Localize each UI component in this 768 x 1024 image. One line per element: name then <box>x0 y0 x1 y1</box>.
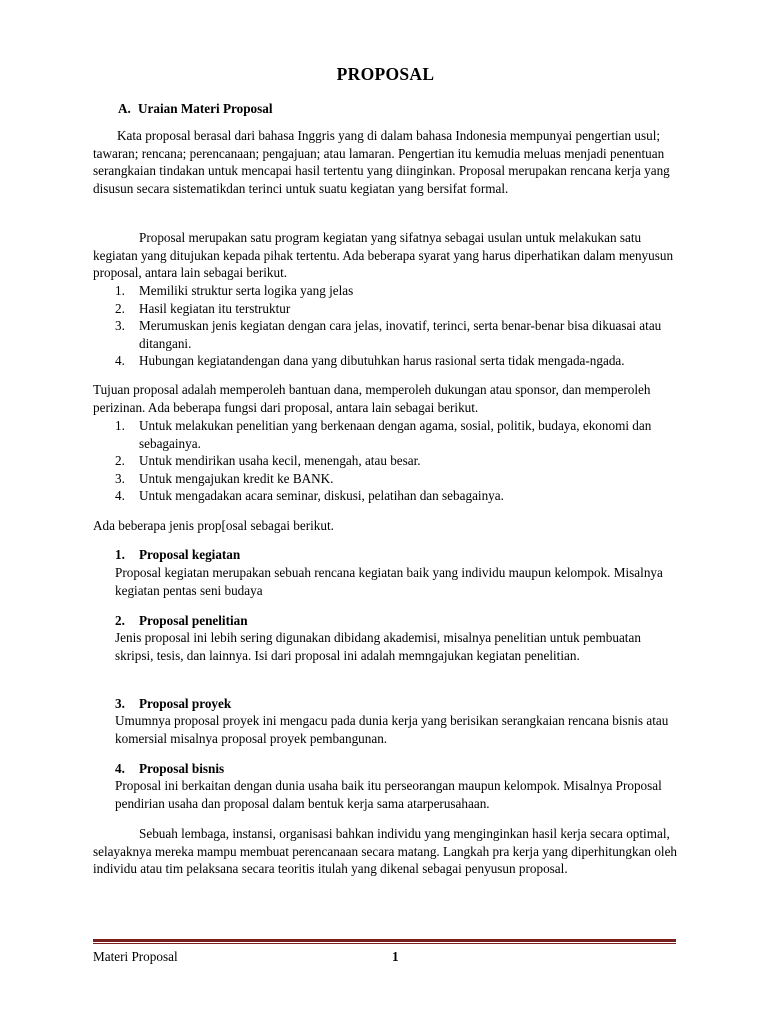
type-4-body: Proposal ini berkaitan dengan dunia usaha baik itu perseorangan maupun kelompok. Misalnya Proposal pendirian usaha dan proposal dalam bentuk kerja sama atarperusahaan. <box>115 778 662 811</box>
paragraph-2: Proposal merupakan satu program kegiatan yang sifatnya sebagai usulan untuk melakukan satu kegiatan yang ditujukan kepada pihak tertentu. Ada beberapa syarat yang harus diperhatikan dalam menyusun proposal, antara lain sebagai berikut. <box>93 230 674 281</box>
section-a-heading <box>118 100 273 118</box>
list-item: 4. Hubungan kegiatandengan dana yang dibutuhkan harus rasional serta tidak mengada-ngada. <box>115 353 625 369</box>
list-item: 4. Untuk mengadakan acara seminar, diskusi, pelatihan dan sebagainya. <box>115 488 504 504</box>
list-item: 2. Untuk mendirikan usaha kecil, menengah, atau besar. <box>115 453 421 469</box>
type-4-heading: 4. Proposal bisnis <box>115 761 225 776</box>
type-2-heading: 2. Proposal penelitian <box>115 613 248 628</box>
paragraph-4: Ada beberapa jenis prop[osal sebagai berikut. <box>93 518 334 533</box>
type-3-heading: 3. Proposal proyek <box>115 696 232 711</box>
footer-divider <box>93 939 676 945</box>
list-item: 3. Merumuskan jenis kegiatan dengan cara jelas, inovatif, terinci, serta benar-benar bisa dikuasai atau ditangani. <box>115 318 662 351</box>
paragraph-1: Kata proposal berasal dari bahasa Inggris yang di dalam bahasa Indonesia mempunyai pengertian usul; tawaran; rencana; perencanaan; pengajuan; atau lamaran. Pengertian itu kemudia meluas menjadi penentuan serangkaian tindakan untuk mencapai hasil tertentu yang diinginkan. Proposal merupakan rencana kerja yang disusun secara sistematikdan terinci untuk suatu kegiatan yang bersifat formal. <box>93 128 670 196</box>
list-item: 1. Untuk melakukan penelitian yang berkenaan dengan agama, sosial, politik, budaya, ekonomi dan sebagainya. <box>115 418 652 451</box>
type-2-body: Jenis proposal ini lebih sering digunakan dibidang akademisi, misalnya penelitian untuk pembuatan skripsi, tesis, dan lainnya. Isi dari proposal ini adalah memngajukan kegiatan penelitian. <box>115 630 641 663</box>
page-number: 1 <box>392 949 399 964</box>
footer-title: Materi Proposal <box>93 949 178 964</box>
type-3-body: Umumnya proposal proyek ini mengacu pada dunia kerja yang berisikan serangkaian rencana bisnis atau komersial misalnya proposal proyek pembangunan. <box>115 713 669 746</box>
paragraph-3: Tujuan proposal adalah memperoleh bantuan dana, memperoleh dukungan atau sponsor, dan memperoleh perizinan. Ada beberapa fungsi dari proposal, antara lain sebagai berikut. <box>93 382 651 415</box>
section-a-text: Uraian Materi Proposal <box>138 101 273 116</box>
list-item: 2. Hasil kegiatan itu terstruktur <box>115 300 291 316</box>
functions-list <box>93 417 678 505</box>
type-1-body: Proposal kegiatan merupakan sebuah rencana kegiatan baik yang individu maupun kelompok. Misalnya kegiatan pentas seni budaya <box>115 565 663 598</box>
section-a-label: A. <box>118 101 131 116</box>
list-item: 1. Memiliki struktur serta logika yang jelas <box>115 283 354 298</box>
requirements-list <box>93 282 678 370</box>
paragraph-5: Sebuah lembaga, instansi, organisasi bahkan individu yang menginginkan hasil kerja secara optimal, selayaknya mereka mampu membuat perencanaan secara matang. Langkah pra kerja yang diperhitungkan oleh individu atau tim pelaksana secara teoritis itulah yang dikenal sebagai penyusun proposal. <box>93 826 678 877</box>
list-item: 3. Untuk mengajukan kredit ke BANK. <box>115 470 334 486</box>
document-title: PROPOSAL <box>336 64 435 84</box>
type-1-heading: 1. Proposal kegiatan <box>115 547 241 562</box>
